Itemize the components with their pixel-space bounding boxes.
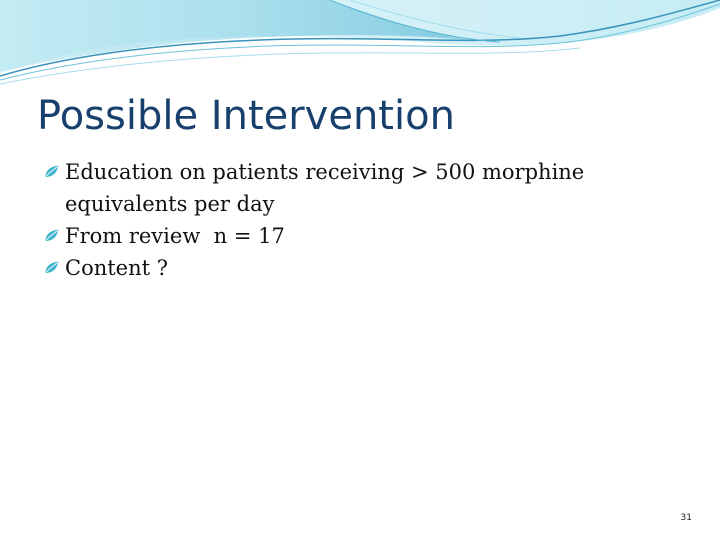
header-wave-decoration [0,0,720,90]
bullet-list [44,156,684,284]
bullet-text: Education on patients receiving > 500 morphine equivalents per day [65,160,585,216]
bullet-item [44,220,684,252]
slide-title: Possible Intervention [37,93,455,139]
bullet-item [44,252,684,284]
leaf-bullet-icon [44,165,59,179]
bullet-item [44,156,684,220]
page-number: 31 [680,513,692,523]
leaf-bullet-icon [44,229,59,243]
bullet-text: From review n = 17 [65,224,285,248]
bullet-text: Content ? [65,256,169,280]
leaf-bullet-icon [44,261,59,275]
